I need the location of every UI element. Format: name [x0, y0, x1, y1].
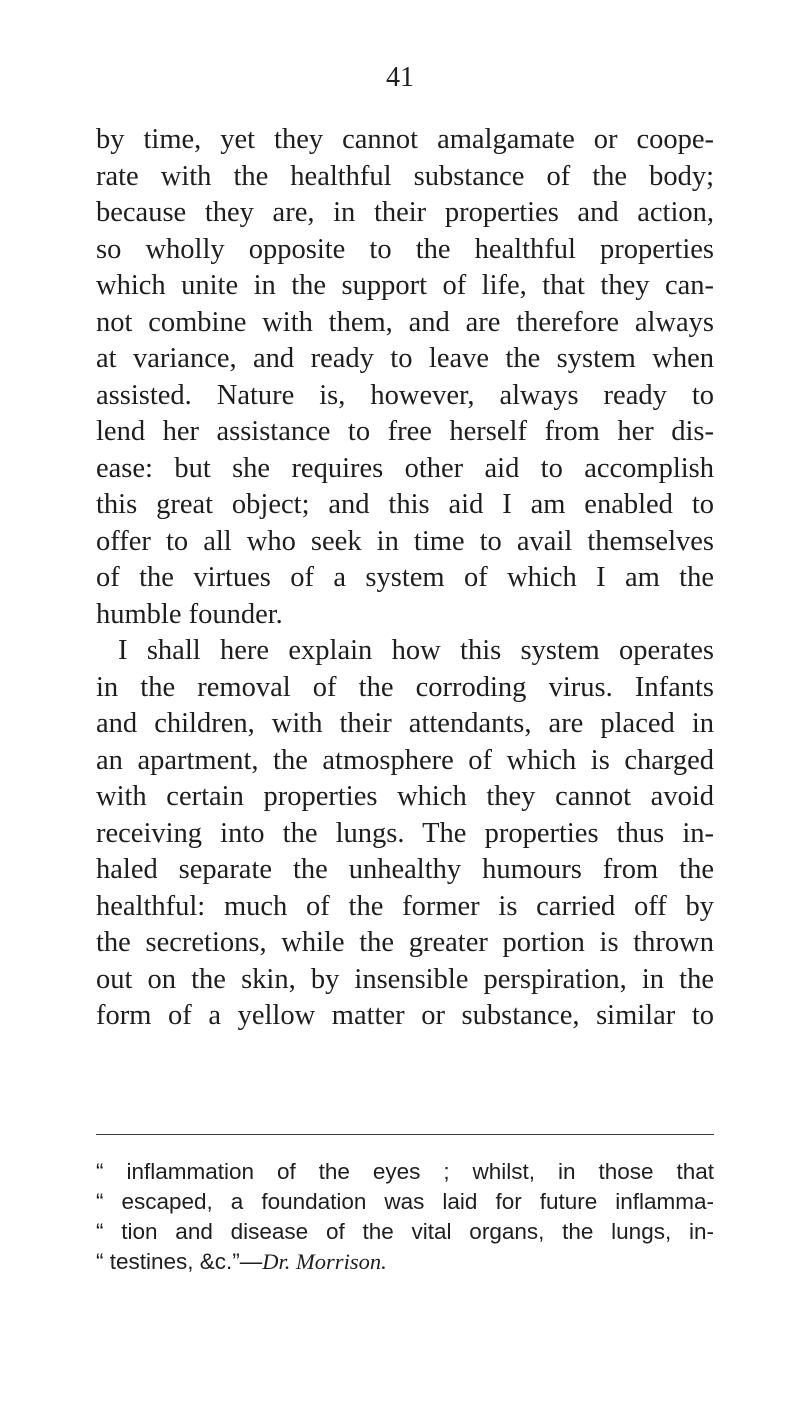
text-line: because they are, in their properties and action, — [96, 197, 714, 228]
footnote-attribution: Dr. Morrison. — [262, 1249, 387, 1274]
text-line: lend her assistance to free herself from her dis- — [96, 416, 714, 447]
footnote — [96, 1157, 714, 1277]
text-line: an apartment, the atmosphere of which is charged — [96, 744, 714, 776]
text-line: assisted. Nature is, however, always ready to — [96, 379, 714, 411]
text-line: at variance, and ready to leave the system when — [96, 343, 714, 374]
text-line: haled separate the unhealthy humours from the — [96, 854, 714, 885]
text-line: form of a yellow matter or substance, similar to — [96, 1000, 714, 1031]
text-line: healthful: much of the former is carried off by — [96, 890, 714, 922]
footnote-line-final — [96, 1247, 714, 1277]
footnote-rule — [96, 1134, 714, 1135]
text-line: and children, with their attendants, are placed in — [96, 708, 714, 739]
text-line: humble founder. — [96, 598, 283, 630]
text-line: rate with the healthful substance of the body; — [96, 160, 714, 192]
text-line: the secretions, while the greater portion is thrown — [96, 927, 714, 958]
text-line: out on the skin, by insensible perspiration, in the — [96, 963, 714, 995]
text-line: in the removal of the corroding virus. Infants — [96, 671, 714, 703]
page-number: 41 — [386, 62, 414, 93]
text-line: by time, yet they cannot amalgamate or coope- — [96, 124, 714, 155]
text-line: which unite in the support of life, that they can- — [96, 270, 714, 301]
text-line: receiving into the lungs. The properties thus in- — [96, 817, 714, 849]
body-text — [96, 122, 714, 1035]
footnote-line: “ inflammation of the eyes ; whilst, in those that — [96, 1159, 714, 1184]
footnote-line: “ escaped, a foundation was laid for future inflamma- — [96, 1189, 714, 1214]
text-line: not combine with them, and are therefore always — [96, 306, 714, 338]
text-line: ease: but she requires other aid to accomplish — [96, 452, 714, 484]
text-line: offer to all who seek in time to avail themselves — [96, 525, 714, 557]
footnote-line: “ tion and disease of the vital organs, the lungs, in- — [96, 1219, 714, 1244]
text-line: of the virtues of a system of which I am the — [96, 562, 714, 593]
text-line: I shall here explain how this system operates — [118, 635, 714, 666]
footnote-text: “ testines, &c.”— — [96, 1249, 263, 1274]
text-line: this great object; and this aid I am enabled to — [96, 489, 714, 520]
text-line: with certain properties which they cannot avoid — [96, 781, 714, 812]
text-line: so wholly opposite to the healthful properties — [96, 233, 714, 265]
